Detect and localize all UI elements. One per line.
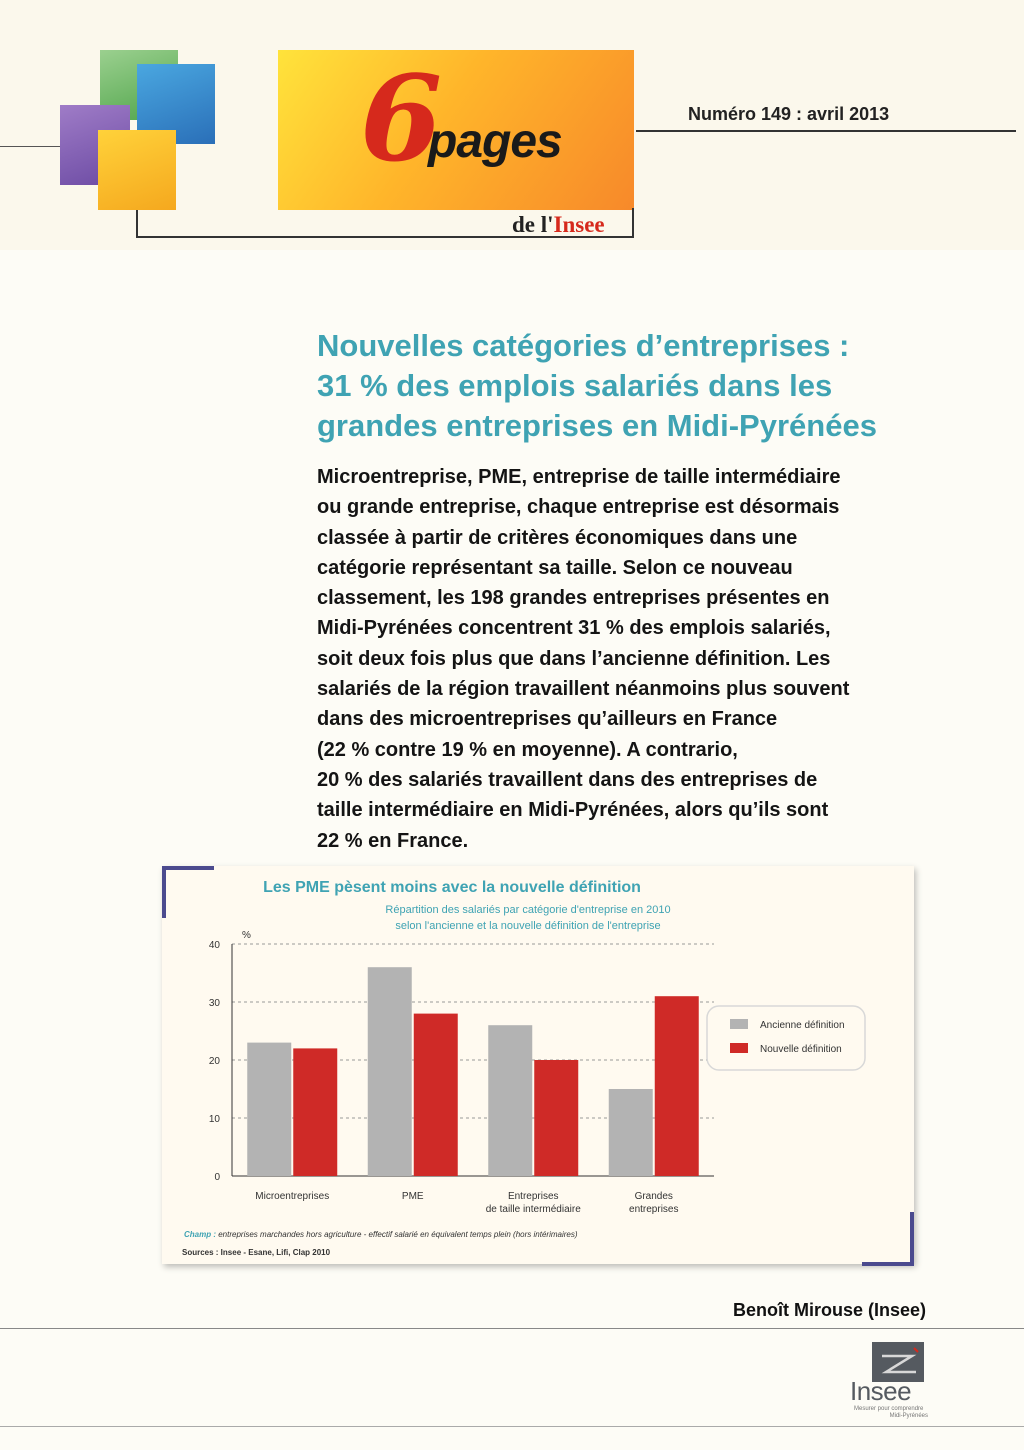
legend-label-nouvelle: Nouvelle définition xyxy=(760,1044,842,1055)
lead-line: (22 % contre 19 % en moyenne). A contrario, xyxy=(317,738,738,761)
insee-tag-line: Midi-Pyrénées xyxy=(889,1413,928,1419)
lead-line: ou grande entreprise, chaque entreprise est désormais xyxy=(317,496,840,519)
frame-corner xyxy=(910,1212,914,1266)
x-tick-label: Microentreprises xyxy=(255,1191,330,1202)
legend-swatch-nouvelle xyxy=(730,1043,748,1053)
article-author: Benoît Mirouse (Insee) xyxy=(732,1300,926,1320)
bar-ancienne xyxy=(247,1043,291,1176)
article-lead xyxy=(317,462,957,856)
bar-nouvelle xyxy=(293,1048,337,1176)
y-tick-label: 20 xyxy=(208,1056,220,1067)
chart-field-label: Champ : xyxy=(184,1230,216,1239)
title-line: grandes entreprises en Midi-Pyrénées xyxy=(317,408,877,443)
insee-accent-icon xyxy=(914,1348,918,1352)
y-axis-unit: % xyxy=(242,930,251,941)
logo-frame-right xyxy=(632,208,634,238)
header-rule-left xyxy=(0,146,62,147)
x-tick-labels xyxy=(255,1191,678,1215)
lead-line: dans des microentreprises qu’ailleurs en France xyxy=(317,708,778,731)
legend-swatch-ancienne xyxy=(730,1019,748,1029)
lead-line: classée à partir de critères économiques dans une xyxy=(317,526,798,549)
chart-field-text: entreprises marchandes hors agriculture - effectif salarié en équivalent temps plein (hors intérimaires) xyxy=(218,1230,578,1239)
bar-nouvelle xyxy=(655,996,699,1176)
logo-insee: Insee xyxy=(553,212,605,237)
lead-line: 22 % en France. xyxy=(317,829,469,852)
insee-tag-line: Mesurer pour comprendre xyxy=(854,1406,924,1412)
issue-number: Numéro 149 : avril 2013 xyxy=(688,104,890,124)
frame-corner xyxy=(162,866,214,870)
y-tick-label: 40 xyxy=(208,940,220,951)
chart-sources: Sources : Insee - Esane, Lifi, Clap 2010 xyxy=(182,1248,331,1257)
logo-word: pages xyxy=(428,115,562,168)
chart-legend xyxy=(707,1006,865,1070)
x-tick-label: Entreprises xyxy=(507,1191,559,1202)
x-tick-label: Grandes xyxy=(634,1191,673,1202)
chart-subtitle-line: Répartition des salariés par catégorie d'entreprise en 2010 xyxy=(385,904,671,916)
chart-subtitle-line: selon l'ancienne et la nouvelle définition de l'entreprise xyxy=(395,920,661,932)
bar-nouvelle xyxy=(414,1014,458,1176)
footer-rule xyxy=(0,1328,1024,1329)
lead-line: catégorie représentant sa taille. Selon ce nouveau xyxy=(317,556,793,579)
insee-zigzag-icon xyxy=(882,1356,916,1372)
article-title xyxy=(317,326,957,446)
bar-ancienne xyxy=(488,1025,532,1176)
x-tick-label: PME xyxy=(401,1191,424,1202)
logo-square-orange xyxy=(98,130,176,210)
lead-line: taille intermédiaire en Midi-Pyrénées, alors qu’ils sont xyxy=(317,799,829,822)
frame-corner xyxy=(862,1262,914,1266)
x-tick-label: entreprises xyxy=(629,1204,679,1215)
frame-corner xyxy=(162,866,166,918)
lead-line: Microentreprise, PME, entreprise de taille intermédiaire xyxy=(317,466,841,488)
lead-line: 20 % des salariés travaillent dans des entreprises de xyxy=(317,768,818,791)
title-line: Nouvelles catégories d’entreprises : xyxy=(317,328,850,363)
lead-line: soit deux fois plus que dans l’ancienne définition. Les xyxy=(317,647,831,670)
insee-tagline xyxy=(854,1406,928,1420)
y-tick-label: 30 xyxy=(208,998,220,1009)
x-tick-label: de taille intermédiaire xyxy=(485,1204,581,1215)
insee-logo-word: Insee xyxy=(850,1376,912,1406)
lead-line: salariés de la région travaillent néanmoins plus souvent xyxy=(317,678,850,701)
bar-ancienne xyxy=(609,1089,653,1176)
title-line: 31 % des emplois salariés dans les xyxy=(317,368,833,403)
lead-line: classement, les 198 grandes entreprises présentes en xyxy=(317,587,830,610)
lead-line: Midi-Pyrénées concentrent 31 % des emplois salariés, xyxy=(317,617,831,640)
logo-number: 6 xyxy=(360,49,443,188)
legend-label-ancienne: Ancienne définition xyxy=(760,1020,845,1031)
bars xyxy=(247,967,699,1176)
bar-chart xyxy=(162,866,914,1264)
y-tick-label: 10 xyxy=(208,1114,220,1125)
bar-ancienne xyxy=(368,967,412,1176)
legend-box xyxy=(707,1006,865,1070)
y-tick-label: 0 xyxy=(214,1172,220,1183)
footer-rule-bottom xyxy=(0,1426,1024,1427)
chart-title: Les PME pèsent moins avec la nouvelle définition xyxy=(263,879,641,896)
header-rule-right xyxy=(636,130,1016,132)
logo-publisher xyxy=(512,212,605,238)
logo-de: de l' xyxy=(512,212,554,237)
chart-field-note xyxy=(184,1230,578,1239)
bar-nouvelle xyxy=(534,1060,578,1176)
